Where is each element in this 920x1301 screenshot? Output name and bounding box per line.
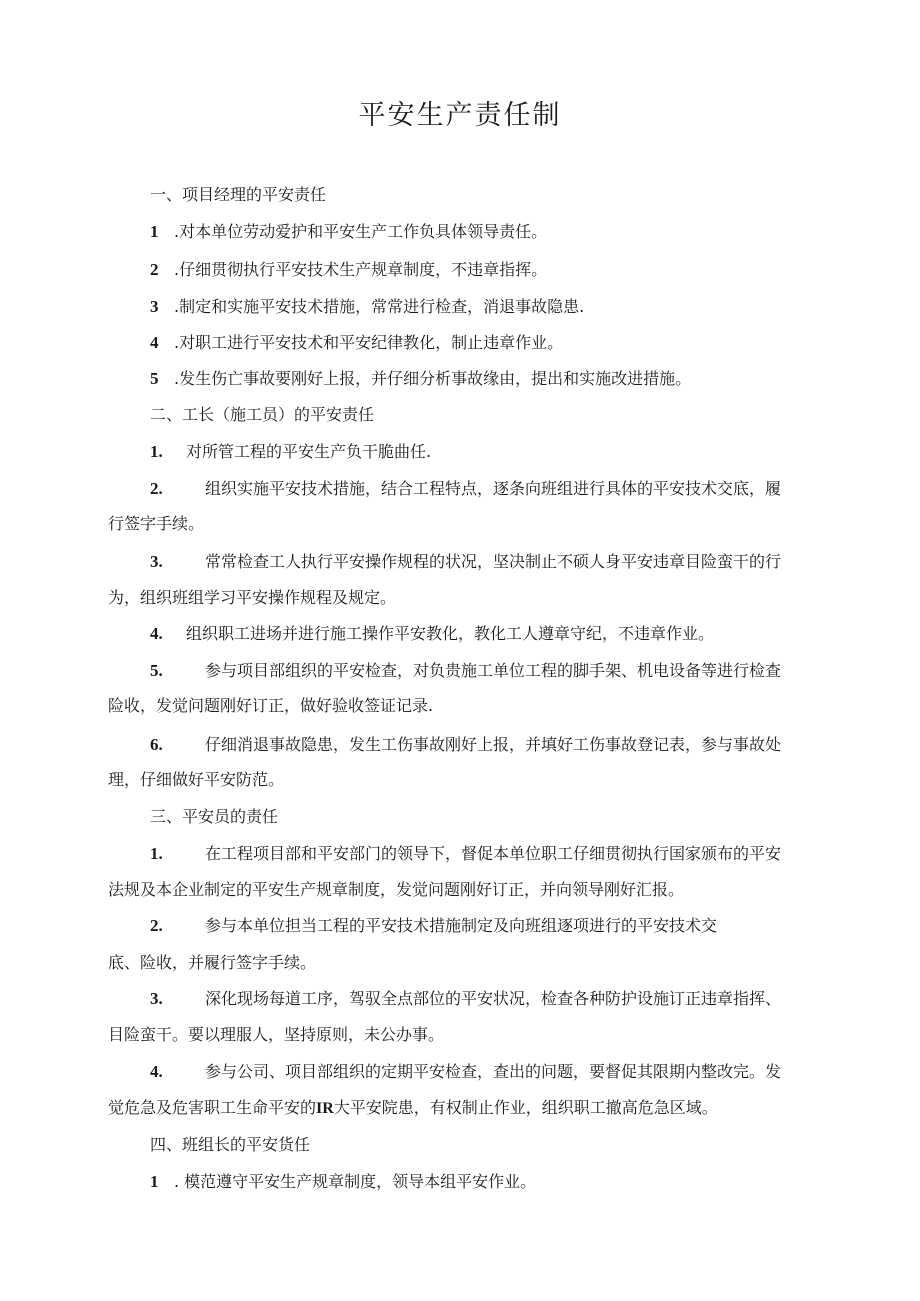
section-heading: 四、班组长的平安货任 xyxy=(150,1135,311,1154)
item-text-continued: 目险蛮干。要以理服人，坚持原则，未公办事。 xyxy=(108,1025,445,1044)
item-text-continued xyxy=(108,1097,718,1120)
item-number: 1. xyxy=(150,442,163,461)
item-text-continued: 险收，发觉问题刚好订正，做好验收签证记录. xyxy=(108,696,434,715)
item-text-bold: IR xyxy=(316,1100,334,1117)
item-number: 5 xyxy=(150,369,159,388)
list-item xyxy=(150,332,563,354)
item-text: . 模范遵守平安生产规章制度，领导本组平安作业。 xyxy=(174,1172,537,1191)
list-item xyxy=(150,988,781,1010)
item-number: 5. xyxy=(150,661,163,680)
item-number: 4. xyxy=(150,624,163,643)
item-text-continued: 为，组织班组学习平安操作规程及规定。 xyxy=(108,588,397,607)
item-text: 仔细消退事故隐患，发生工伤事故刚好上报，并填好工伤事故登记表，参与事故处 xyxy=(205,735,782,754)
item-number: 1. xyxy=(150,844,163,863)
item-text: 对所管工程的平安生产负干脆曲任. xyxy=(186,442,432,461)
item-text: 参与项目部组织的平安检查，对负贵施工单位工程的脚手架、机电设备等进行检查 xyxy=(205,661,782,680)
item-number: 4. xyxy=(150,1062,163,1081)
list-item xyxy=(150,843,781,865)
page-title: 平安生产责任制 xyxy=(358,100,562,131)
list-item xyxy=(150,623,714,645)
item-text-continued: 行签字手续。 xyxy=(108,514,205,533)
item-number: 4 xyxy=(150,333,159,352)
section-heading: 三、平安员的责任 xyxy=(150,807,279,826)
item-text: .仔细贯彻执行平安技术生产规章制度，不违章指挥。 xyxy=(174,260,548,279)
section-heading: 二、工长（施工员）的平安责任 xyxy=(150,405,375,424)
section-heading: 一、项目经理的平安责任 xyxy=(150,185,327,204)
item-text-continued: 理，仔细做好平安防范。 xyxy=(108,770,285,789)
item-text: 常常检查工人执行平安操作规程的状况，坚决制止不硕人身平安违章目险蛮干的行 xyxy=(205,552,782,571)
item-number: 1 xyxy=(150,1172,159,1191)
item-text: 在工程项目部和平安部门的领导下，督促本单位职工仔细贯彻执行国家颁布的平安 xyxy=(205,844,782,863)
item-text: 深化现场每道工序，驾驭全点部位的平安状况，检查各种防护设施订正违章指挥、 xyxy=(205,989,782,1008)
item-text: 组织职工进场并进行施工操作平安教化，教化工人遵章守纪，不违章作业。 xyxy=(186,624,715,643)
item-text: 组织实施平安技术措施，结合工程特点，逐条向班组进行具体的平安技术交底，履 xyxy=(205,479,782,498)
list-item xyxy=(150,551,781,573)
item-text-continued: 底、险收，并履行签字手续。 xyxy=(108,953,317,972)
item-text-part: 大平安院患，有权制止作业，组织职工撤高危急区域。 xyxy=(333,1098,718,1117)
list-item xyxy=(150,1171,536,1193)
item-number: 3. xyxy=(150,989,163,1008)
list-item xyxy=(150,915,717,937)
list-item xyxy=(150,1061,781,1083)
item-text-continued: 法规及本企业制定的平安生产规章制度，发觉问题刚好订正，并向领导刚好汇报。 xyxy=(108,880,685,899)
item-text: .对职工进行平安技术和平安纪律教化，制止违章作业。 xyxy=(174,333,564,352)
item-number: 3. xyxy=(150,552,163,571)
item-text: 参与本单位担当工程的平安技术措施制定及向班组逐项进行的平安技术交 xyxy=(205,916,718,935)
list-item xyxy=(150,221,547,243)
item-number: 6. xyxy=(150,735,163,754)
list-item xyxy=(150,478,781,500)
item-text: .发生伤亡事故要刚好上报，并仔细分析事故缘由，提出和实施改进措施。 xyxy=(174,369,692,388)
list-item xyxy=(150,660,781,682)
item-number: 2. xyxy=(150,916,163,935)
list-item xyxy=(150,734,781,756)
item-text: .制定和实施平安技术措施，常常进行检查，消退事故隐患. xyxy=(174,297,585,316)
item-number: 2 xyxy=(150,260,159,279)
list-item xyxy=(150,441,431,463)
item-number: 1 xyxy=(150,222,159,241)
item-number: 3 xyxy=(150,297,159,316)
item-text-part: 觉危急及危害职工生命平安的 xyxy=(108,1098,317,1117)
item-text: 参与公司、项目部组织的定期平安检查，查出的问题，要督促其限期内整改完。发 xyxy=(205,1062,782,1081)
list-item xyxy=(150,296,584,318)
item-number: 2. xyxy=(150,479,163,498)
item-text: .对本单位劳动爱护和平安生产工作负具体领导责任。 xyxy=(174,222,548,241)
list-item xyxy=(150,259,547,281)
list-item xyxy=(150,368,691,390)
